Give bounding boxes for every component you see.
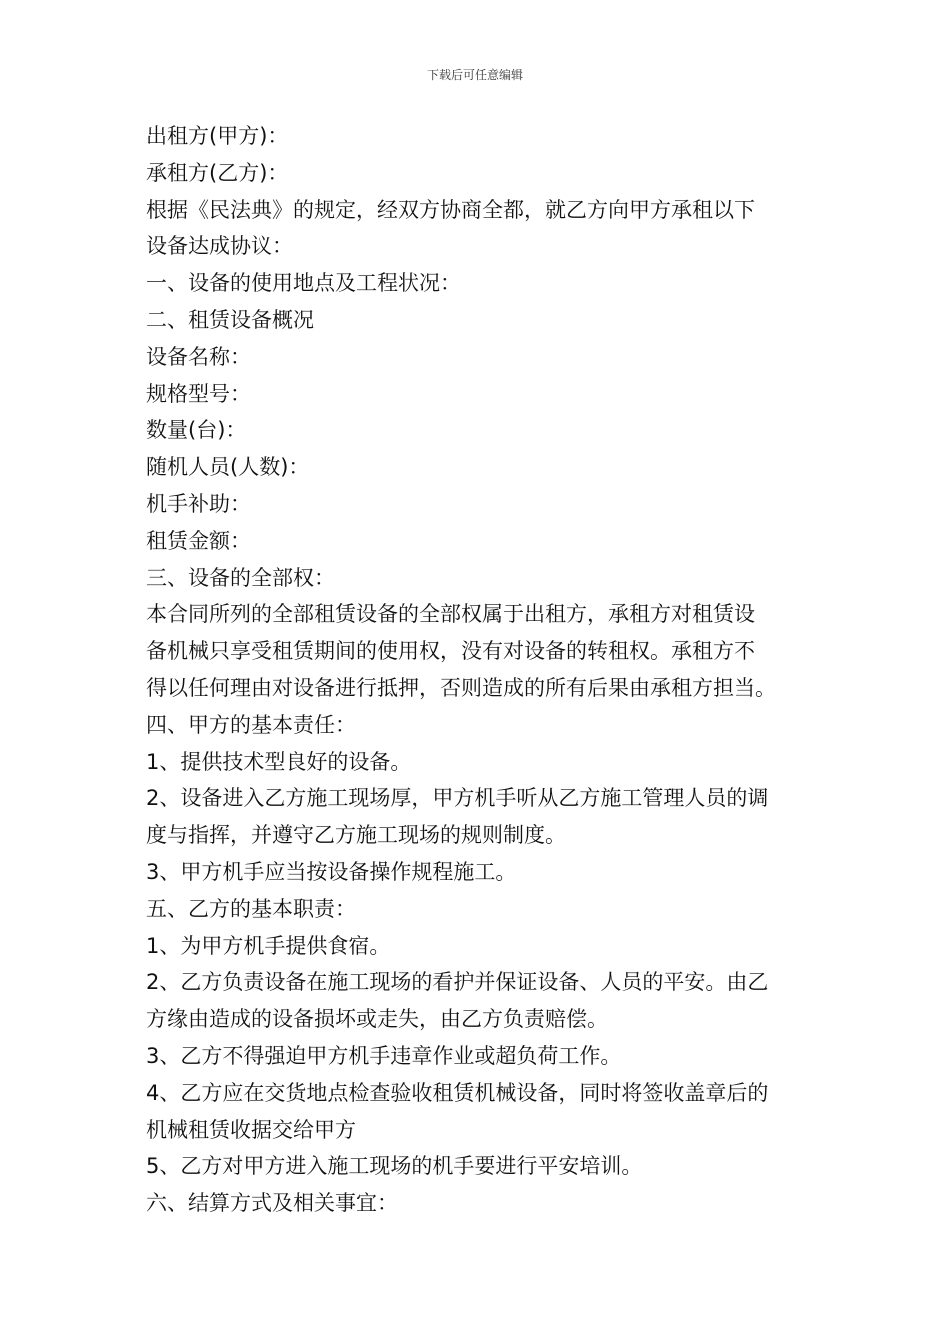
text-line: 一、设备的使用地点及工程状况： xyxy=(146,271,461,296)
text-line: 3、乙方不得强迫甲方机手违章作业或超负荷工作。 xyxy=(146,1043,622,1068)
text-line: 1、提供技术型良好的设备。 xyxy=(146,749,412,774)
text-line: 设备名称： xyxy=(146,344,251,369)
text-line: 4、乙方应在交货地点检查验收租赁机械设备，同时将签收盖章后的 xyxy=(146,1080,769,1105)
text-line: 租赁金额： xyxy=(146,528,251,553)
text-line: 机手补助： xyxy=(146,491,251,516)
text-line: 四、甲方的基本责任： xyxy=(146,712,356,737)
text-line: 度与指挥，并遵守乙方施工现场的规则制度。 xyxy=(146,823,566,848)
text-line: 二、租赁设备概况 xyxy=(146,307,314,332)
text-line: 随机人员(人数)： xyxy=(146,455,310,480)
page-header: 下载后可任意编辑 xyxy=(426,68,523,82)
text-line: 得以任何理由对设备进行抵押，否则造成的所有后果由承租方担当。 xyxy=(146,675,776,700)
text-line: 机械租赁收据交给甲方 xyxy=(146,1117,356,1142)
text-line: 3、甲方机手应当按设备操作规程施工。 xyxy=(146,859,517,884)
text-line: 2、乙方负责设备在施工现场的看护并保证设备、人员的平安。由乙 xyxy=(146,970,769,995)
text-line: 备机械只享受租赁期间的使用权，没有对设备的转租权。承租方不 xyxy=(146,639,755,664)
text-line: 方缘由造成的设备损坏或走失，由乙方负责赔偿。 xyxy=(146,1007,608,1032)
text-line: 三、设备的全部权： xyxy=(146,565,335,590)
text-line: 六、结算方式及相关事宜： xyxy=(146,1191,398,1216)
text-line: 2、设备进入乙方施工现场厚，甲方机手听从乙方施工管理人员的调 xyxy=(146,786,769,811)
text-line: 五、乙方的基本职责： xyxy=(146,896,356,921)
text-line: 规格型号： xyxy=(146,381,251,406)
text-line: 本合同所列的全部租赁设备的全部权属于出租方，承租方对租赁设 xyxy=(146,602,755,627)
document-body xyxy=(146,118,816,1222)
text-line: 设备达成协议： xyxy=(146,234,293,259)
text-line: 承租方(乙方)： xyxy=(146,160,289,185)
text-line: 根据《民法典》的规定，经双方协商全都，就乙方向甲方承租以下 xyxy=(146,197,755,222)
text-line: 出租方(甲方)： xyxy=(146,124,289,148)
text-line: 5、乙方对甲方进入施工现场的机手要进行平安培训。 xyxy=(146,1154,643,1179)
text-line: 1、为甲方机手提供食宿。 xyxy=(146,933,391,958)
text-line: 数量(台)： xyxy=(146,418,247,443)
